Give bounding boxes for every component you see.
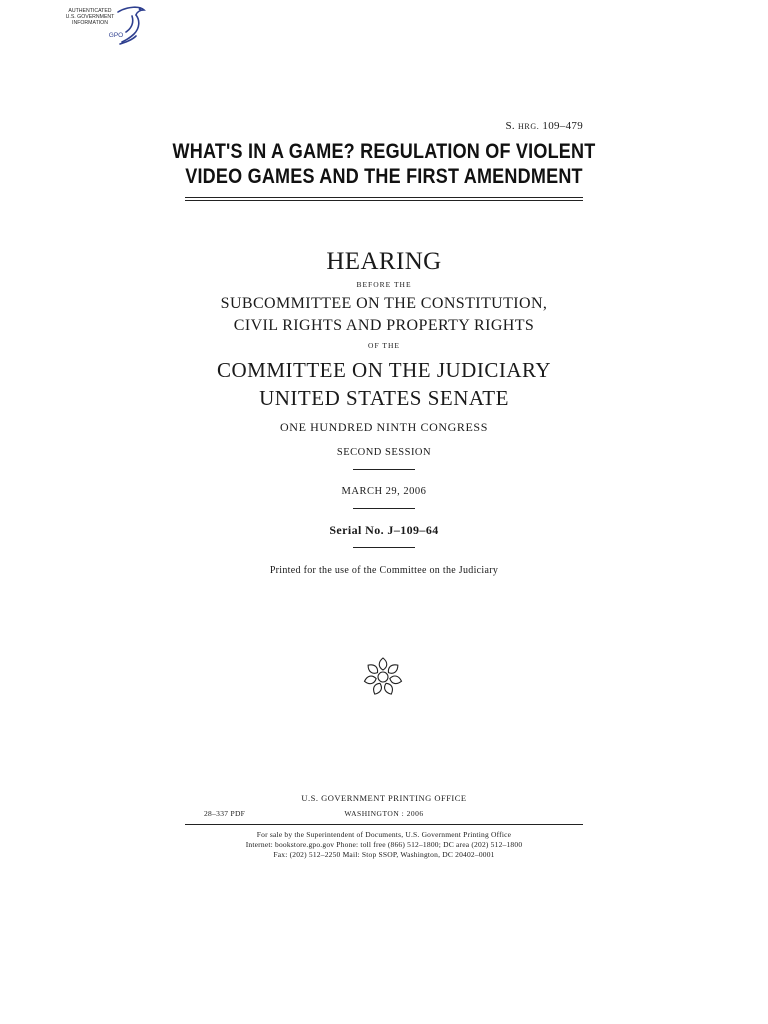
senate-name: UNITED STATES SENATE bbox=[259, 386, 509, 410]
title-double-rule-top bbox=[185, 197, 583, 198]
place-year: WASHINGTON : 2006 bbox=[344, 809, 424, 818]
session-label: SECOND SESSION bbox=[336, 447, 432, 458]
serial-number: Serial No. J–109–64 bbox=[329, 523, 439, 537]
sale-line-2: Internet: bookstore.gpo.gov Phone: toll free (866) 512–1800; DC area (202) 512–1800 bbox=[245, 840, 523, 849]
hearing-heading: HEARING bbox=[326, 248, 442, 275]
logo-line3: INFORMATION bbox=[72, 20, 108, 26]
title-double-rule-bottom bbox=[185, 200, 583, 201]
hearing-number-value: 109–479 bbox=[539, 120, 583, 132]
date-rule bbox=[353, 508, 415, 509]
sale-line-1: For sale by the Superintendent of Documents, U.S. Government Printing Office bbox=[256, 830, 512, 839]
committee-name: COMMITTEE ON THE JUDICIARY bbox=[216, 358, 552, 382]
document-number: 28–337 PDF bbox=[204, 809, 246, 818]
hearing-number bbox=[506, 120, 583, 132]
footer-rule bbox=[185, 824, 583, 825]
printed-for-note: Printed for the use of the Committee on the Judiciary bbox=[269, 565, 499, 576]
hearing-date: MARCH 29, 2006 bbox=[341, 486, 427, 497]
gpo-authenticated-logo bbox=[60, 4, 152, 48]
printing-office-label: U.S. GOVERNMENT PRINTING OFFICE bbox=[301, 793, 467, 803]
congress-label: ONE HUNDRED NINTH CONGRESS bbox=[280, 420, 488, 434]
title-line-2: VIDEO GAMES AND THE FIRST AMENDMENT bbox=[185, 164, 583, 188]
subcommittee-line-1: SUBCOMMITTEE ON THE CONSTITUTION, bbox=[220, 295, 548, 312]
serial-rule bbox=[353, 547, 415, 548]
subcommittee-line-2: CIVIL RIGHTS AND PROPERTY RIGHTS bbox=[233, 317, 535, 334]
logo-line1: AUTHENTICATED bbox=[68, 8, 112, 14]
logo-line2: U.S. GOVERNMENT bbox=[65, 14, 115, 20]
printers-ornament-icon bbox=[362, 656, 404, 698]
sale-line-3: Fax: (202) 512–2250 Mail: Stop SSOP, Washington, DC 20402–0001 bbox=[273, 850, 495, 859]
session-rule bbox=[353, 469, 415, 470]
of-the-label: OF THE bbox=[368, 341, 400, 350]
logo-gpo-text: GPO bbox=[108, 32, 124, 39]
hearing-number-hrg: HRG. bbox=[518, 122, 540, 131]
before-the-label: BEFORE THE bbox=[356, 280, 412, 289]
title-line-1: WHAT'S IN A GAME? REGULATION OF VIOLENT bbox=[172, 139, 596, 163]
hearing-number-prefix: S. bbox=[505, 120, 519, 132]
